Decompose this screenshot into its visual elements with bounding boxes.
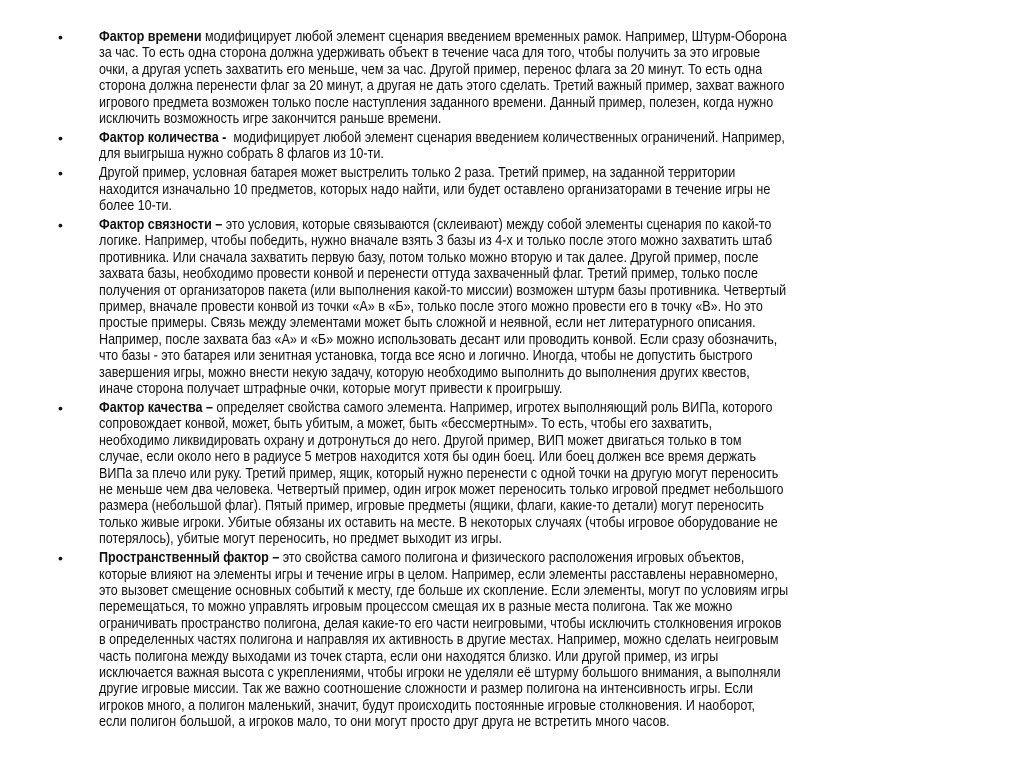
line-text: логике. Например, чтобы победить, нужно вначале взять 3 базы из 4-х и только после этого можно захватить штаб <box>99 233 773 250</box>
text-line <box>99 315 959 331</box>
text-line <box>99 130 959 146</box>
text-line <box>99 78 959 94</box>
line-text: противника. Или сначала захватить первую базу, потом только можно вторую и так далее. Другой пример, после <box>99 249 759 266</box>
line-text: если полигон большой, а игроков мало, то они могут просто друг друга не встретить много часов. <box>99 714 670 731</box>
line-text: необходимо ликвидировать охрану и дотронуться до него. Другой пример, ВИП может двигаться только в том <box>99 432 742 449</box>
line-text: это вызовет смещение основных событий к месту, где больше их скопление. Если элементы, могут по условиям игры <box>99 582 789 599</box>
bullet-paragraph <box>0 165 1024 214</box>
factor-title: Фактор качества – <box>99 399 213 416</box>
text-line <box>99 632 959 648</box>
line-text: Например, после захвата баз «А» и «Б» можно использовать десант или проводить конвой. Если сразу обозначить, <box>99 331 778 348</box>
bullet-paragraph <box>0 400 1024 548</box>
line-text: находится изначально 10 предметов, которых надо найти, или будет оставлено организаторами в течение игры не <box>99 181 771 198</box>
bullet-icon: • <box>58 29 63 45</box>
text-line <box>99 62 959 78</box>
line-text: которые влияют на элементы игры и течение игры в целом. Например, если элементы расставлены неравномерно, <box>99 566 778 583</box>
factor-title: Пространственный фактор – <box>99 550 280 567</box>
bullet-paragraph <box>0 550 1024 730</box>
factor-title: Фактор связности – <box>99 216 223 233</box>
line-text: исключается важная высота с укреплениями, чтобы игроки не уделяли её штурму большого внимания, а выполняли <box>99 664 781 681</box>
text-line <box>99 250 959 266</box>
line-text: потерялось), убитые могут переносить, но предмет выходит из игры. <box>99 531 502 548</box>
bullet-paragraph <box>0 29 1024 127</box>
text-line <box>99 217 959 233</box>
line-text: исключить возможность игре закончится раньше времени. <box>99 111 442 128</box>
text-line <box>99 111 959 127</box>
line-text: определяет свойства самого элемента. Например, игротех выполняющий роль ВИПа, которого <box>212 399 773 416</box>
text-line <box>99 433 959 449</box>
bullet-icon: • <box>58 550 63 567</box>
line-text: захвата базы, необходимо провести конвой и перенести оттуда захваченный флаг. Третий пример, только после <box>99 266 758 283</box>
text-line <box>99 449 959 465</box>
text-line <box>99 233 959 249</box>
text-line <box>99 599 959 615</box>
line-text: случае, если около него в радиусе 5 метров находится хотя бы один боец. Или боец должен все время держать <box>99 449 757 466</box>
text-line <box>99 698 959 714</box>
line-text: очки, а другая успеть захватить его меньше, чем за час. Другой пример, перенос флага за 20 минут. То есть одна <box>99 61 763 78</box>
text-line <box>99 649 959 665</box>
line-text: часть полигона между выходами из точек старта, если они находятся близко. Или другой пример, из игры <box>99 648 719 665</box>
line-text: ограничивать пространство полигона, делая какие-то его части неигровыми, чтобы исключить столкновения игроков <box>99 615 782 632</box>
line-text: только живые игроки. Убитые обязаны их оставить на месте. В некоторых случаях (чтобы игровое оборудование не <box>99 514 778 531</box>
text-line <box>99 515 959 531</box>
text-line <box>99 45 959 61</box>
line-text: Другой пример, условная батарея может выстрелить только 2 раза. Третий пример, на заданной территории <box>99 165 736 182</box>
text-line <box>99 466 959 482</box>
line-text: размера (небольшой флаг). Пятый пример, игровые предметы (ящики, флаги, какие-то детали) могут переносить <box>99 498 764 515</box>
line-text: перемещаться, то можно управлять игровым процессом смещая их в разные места полигона. Так же можно <box>99 599 733 616</box>
text-line <box>99 146 959 162</box>
line-text: это свойства самого полигона и физического расположения игровых объектов, <box>279 550 745 567</box>
text-line <box>99 400 959 416</box>
line-text: модифицирует любой элемент сценария введением временных рамок. Например, Штурм-Оборона <box>201 29 787 45</box>
text-line <box>99 266 959 282</box>
line-text: что базы - это батарея или зенитная установка, тогда все ясно и логично. Иногда, чтобы не допустить быстрого <box>99 348 753 365</box>
text-line <box>99 567 959 583</box>
line-text: это условия, которые связываются (склеивают) между собой элементы сценария по какой-то <box>222 216 772 233</box>
factor-title: Фактор количества - <box>99 129 230 146</box>
bullet-icon: • <box>58 399 63 416</box>
text-line <box>99 182 959 198</box>
text-line <box>99 498 959 514</box>
line-text: пример, вначале провести конвой из точки «А» в «Б», только после этого можно провести его в точку «В». Но это <box>99 299 763 315</box>
text-line <box>99 714 959 730</box>
line-text: другие игровые миссии. Так же важно соотношение сложности и размер полигона на интенсивность игры. Если <box>99 681 754 698</box>
factor-title: Фактор времени <box>99 29 202 45</box>
line-text: иначе сторона получает штрафные очки, которые могут привести к проигрышу. <box>99 381 563 398</box>
text-line <box>99 482 959 498</box>
line-text: игроков много, а полигон маленький, значит, будут происходить постоянные игровые столкновения. И наоборот, <box>99 697 755 714</box>
text-line <box>99 198 959 214</box>
bullet-icon: • <box>58 129 63 146</box>
line-text: сопровождает конвой, может, быть убитым, а может, быть «бессмертным». То есть, чтобы его захватить, <box>99 416 713 433</box>
text-line <box>99 95 959 111</box>
document-body <box>0 29 1024 733</box>
text-line <box>99 299 959 315</box>
line-text: за час. То есть одна сторона должна удерживать объект в течение часа для того, чтобы получить за это игровые <box>99 45 761 62</box>
text-line <box>99 29 959 45</box>
text-line <box>99 165 959 181</box>
line-text: в определенных частях полигона и направляя их активность в другие местах. Например, можно сделать неигровым <box>99 632 779 649</box>
line-text: завершения игры, можно внести некую задачу, которую необходимо выполнить до выполнения других квестов, <box>99 364 750 381</box>
line-text: более 10-ти. <box>99 198 173 215</box>
line-text: игрового предмета возможен только после наступления заданного времени. Данный пример, полезен, когда нужно <box>99 94 774 111</box>
line-text: простые примеры. Связь между элементами может быть сложной и неявной, если нет литературного описания. <box>99 315 756 332</box>
text-line <box>99 348 959 364</box>
bullet-icon: • <box>58 165 63 182</box>
line-text: для выигрыша нужно собрать 8 флагов из 10-ти. <box>99 146 384 163</box>
line-text: получения от организаторов пакета (или выполнения какой-то миссии) возможен штурм базы противника. Четвертый <box>99 282 787 299</box>
line-text: не меньше чем два человека. Четвертый пример, один игрок может переносить только игровой предмет небольшого <box>99 481 784 498</box>
text-line <box>99 332 959 348</box>
line-text: ВИПа за плечо или руку. Третий пример, ящик, который нужно перенести с одной точки на другую могут переносить <box>99 465 779 482</box>
text-line <box>99 381 959 397</box>
text-line <box>99 616 959 632</box>
line-text: сторона должна перенести флаг за 20 минут, а другая не дать этого сделать. Третий важный пример, захват важного <box>99 78 785 95</box>
text-line <box>99 283 959 299</box>
bullet-paragraph <box>0 217 1024 397</box>
bullet-icon: • <box>58 216 63 233</box>
text-line <box>99 416 959 432</box>
text-line <box>99 365 959 381</box>
line-text: модифицирует любой элемент сценария введением количественных ограничений. Например, <box>229 129 785 146</box>
text-line <box>99 665 959 681</box>
text-line <box>99 550 959 566</box>
bullet-paragraph <box>0 130 1024 163</box>
text-line <box>99 531 959 547</box>
text-line <box>99 583 959 599</box>
text-line <box>99 681 959 697</box>
